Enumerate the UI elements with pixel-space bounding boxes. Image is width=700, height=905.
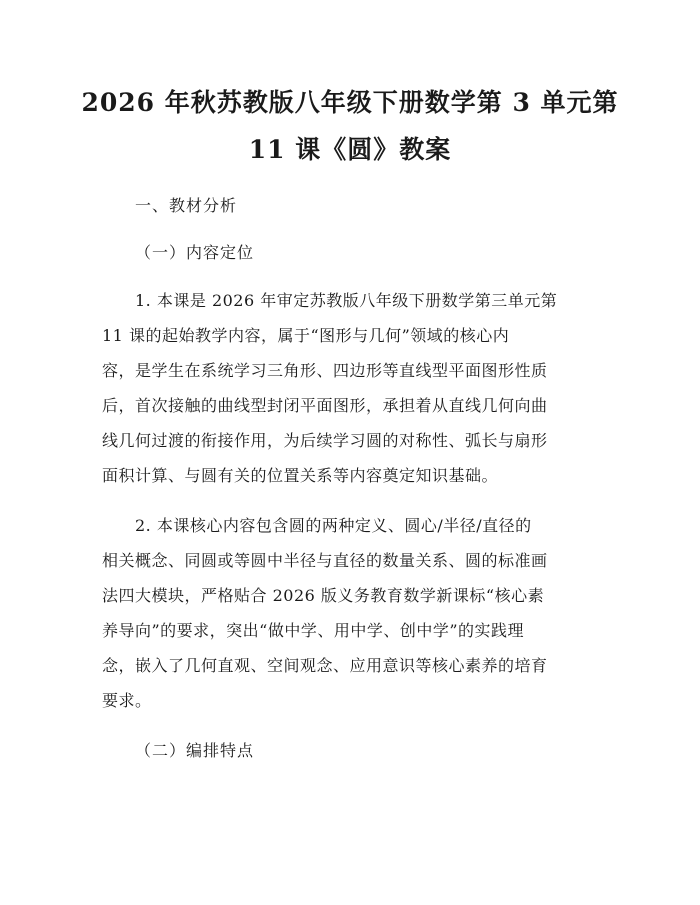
paragraph-line: 1. 本课是 2026 年审定苏教版八年级下册数学第三单元第	[135, 291, 558, 310]
paragraph-line: 面积计算、与圆有关的位置关系等内容奠定知识基础。	[102, 466, 499, 485]
paragraph-line: 念，嵌入了几何直观、空间观念、应用意识等核心素养的培育	[102, 656, 548, 675]
paragraph-line: 相关概念、同圆或等圆中半径与直径的数量关系、圆的标准画	[102, 551, 548, 570]
subsection-heading-content-positioning: （一）内容定位	[135, 243, 255, 262]
subsection-heading-arrangement-features: （二）编排特点	[135, 741, 255, 760]
paragraph-line: 2. 本课核心内容包含圆的两种定义、圆心/半径/直径的	[135, 516, 532, 535]
document-title-line-2: 11 课《圆》教案	[248, 135, 452, 164]
section-heading-teaching-material-analysis: 一、教材分析	[135, 196, 238, 215]
paragraph-line: 容，是学生在系统学习三角形、四边形等直线型平面图形性质	[102, 361, 548, 380]
document-title-line-1: 2026 年秋苏教版八年级下册数学第 3 单元第	[81, 88, 619, 117]
paragraph-line: 线几何过渡的衔接作用，为后续学习圆的对称性、弧长与扇形	[102, 431, 548, 450]
paragraph-line: 养导向”的要求，突出“做中学、用中学、创中学”的实践理	[102, 621, 525, 640]
paragraph-line: 11 课的起始教学内容，属于“图形与几何”领域的核心内	[102, 326, 510, 345]
paragraph-line: 要求。	[102, 691, 152, 710]
paragraph-line: 后，首次接触的曲线型封闭平面图形，承担着从直线几何向曲	[102, 396, 548, 415]
paragraph-line: 法四大模块，严格贴合 2026 版义务教育数学新课标“核心素	[102, 586, 545, 605]
